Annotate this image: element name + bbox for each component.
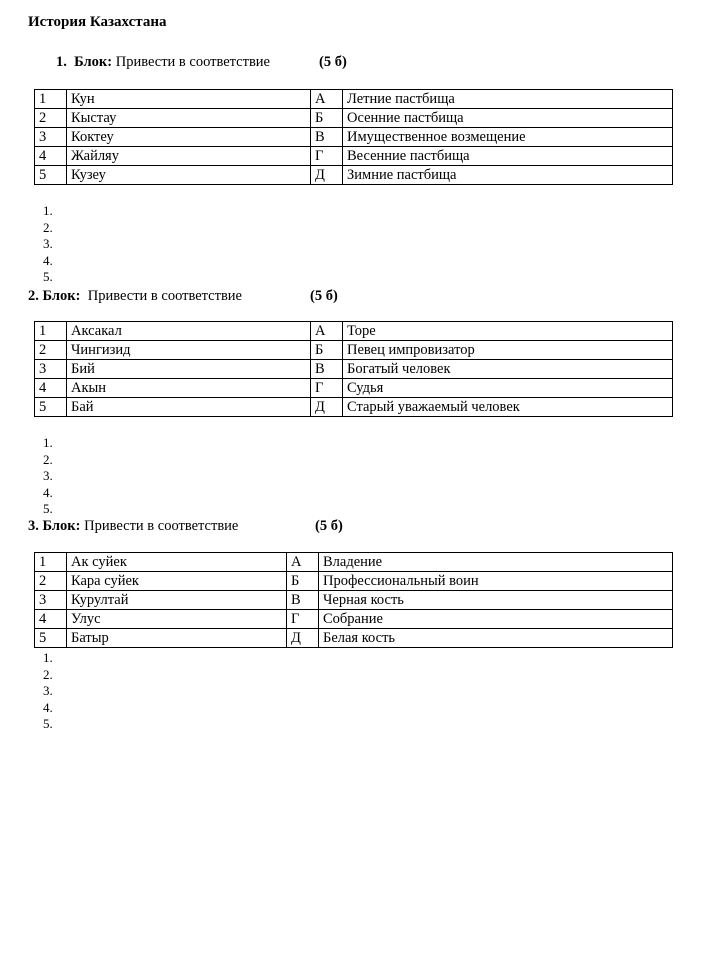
page-title: История Казахстана (28, 14, 167, 30)
row-number: 1 (35, 553, 67, 572)
definition-cell: Весенние пастбища (343, 147, 673, 166)
table-row (35, 360, 673, 379)
definition-cell: Владение (319, 553, 673, 572)
term-cell: Улус (67, 610, 287, 629)
table-row (35, 379, 673, 398)
answer-line: 1. (43, 203, 53, 218)
table-row (35, 90, 673, 109)
definition-cell: Белая кость (319, 629, 673, 648)
term-cell: Бий (67, 360, 311, 379)
table-row (35, 398, 673, 417)
letter-cell: Д (311, 398, 343, 417)
term-cell: Аксакал (67, 322, 311, 341)
answer-list-2 (43, 435, 53, 518)
table-row (35, 629, 673, 648)
row-number: 1 (35, 90, 67, 109)
answer-list-1 (43, 203, 53, 286)
letter-cell: Б (311, 341, 343, 360)
block-points: (5 б) (310, 288, 338, 304)
block-number: 1. (56, 54, 67, 70)
answer-line: 2. (43, 666, 53, 682)
letter-cell: В (311, 128, 343, 147)
term-cell: Курултай (67, 591, 287, 610)
row-number: 2 (35, 341, 67, 360)
row-number: 5 (35, 166, 67, 185)
answer-line: 4. (43, 484, 53, 500)
row-number: 2 (35, 572, 67, 591)
letter-cell: А (311, 322, 343, 341)
answer-list-3 (43, 650, 53, 733)
answer-line: 5. (43, 501, 53, 516)
block-instruction: Привести в соответствие (84, 518, 239, 534)
letter-cell: А (311, 90, 343, 109)
answer-line: 5. (43, 269, 53, 284)
table-row (35, 341, 673, 360)
term-cell: Акын (67, 379, 311, 398)
definition-cell: Собрание (319, 610, 673, 629)
matching-table-2 (34, 321, 673, 417)
answer-line: 5. (43, 716, 53, 731)
row-number: 4 (35, 147, 67, 166)
term-cell: Кыстау (67, 109, 311, 128)
definition-cell: Летние пастбища (343, 90, 673, 109)
answer-line: 2. (43, 451, 53, 467)
table-row (35, 166, 673, 185)
answer-line: 2. (43, 219, 53, 235)
answer-line: 4. (43, 699, 53, 715)
table-row (35, 572, 673, 591)
definition-cell: Богатый человек (343, 360, 673, 379)
letter-cell: Д (287, 629, 319, 648)
row-number: 3 (35, 360, 67, 379)
block-points: (5 б) (319, 54, 347, 70)
table-row (35, 591, 673, 610)
block-instruction: Привести в соответствие (115, 54, 270, 70)
term-cell: Жайляу (67, 147, 311, 166)
row-number: 5 (35, 629, 67, 648)
block-2-header (28, 288, 368, 305)
term-cell: Кузеу (67, 166, 311, 185)
block-points: (5 б) (315, 518, 343, 534)
definition-cell: Имущественное возмещение (343, 128, 673, 147)
definition-cell: Старый уважаемый человек (343, 398, 673, 417)
answer-line: 1. (43, 435, 53, 450)
row-number: 1 (35, 322, 67, 341)
definition-cell: Осенние пастбища (343, 109, 673, 128)
definition-cell: Зимние пастбища (343, 166, 673, 185)
term-cell: Кара суйек (67, 572, 287, 591)
block-number: 2. (28, 288, 39, 304)
matching-table-3 (34, 552, 673, 648)
table-row (35, 610, 673, 629)
block-1-header (56, 54, 376, 71)
letter-cell: Г (311, 379, 343, 398)
row-number: 5 (35, 398, 67, 417)
block-label: Блок: (74, 54, 113, 70)
block-label: Блок: (42, 288, 81, 304)
row-number: 3 (35, 128, 67, 147)
definition-cell: Черная кость (319, 591, 673, 610)
term-cell: Чингизид (67, 341, 311, 360)
answer-line: 3. (43, 236, 53, 251)
table-row (35, 109, 673, 128)
definition-cell: Торе (343, 322, 673, 341)
table-row (35, 147, 673, 166)
row-number: 3 (35, 591, 67, 610)
letter-cell: Г (287, 610, 319, 629)
letter-cell: В (287, 591, 319, 610)
term-cell: Коктеу (67, 128, 311, 147)
letter-cell: Б (311, 109, 343, 128)
block-label: Блок: (42, 518, 81, 534)
answer-line: 3. (43, 683, 53, 698)
block-3-header (28, 518, 368, 535)
table-row (35, 128, 673, 147)
definition-cell: Профессиональный воин (319, 572, 673, 591)
answer-line: 4. (43, 252, 53, 268)
letter-cell: Г (311, 147, 343, 166)
block-instruction: Привести в соответствие (87, 288, 242, 304)
term-cell: Кун (67, 90, 311, 109)
block-number: 3. (28, 518, 39, 534)
table-row (35, 553, 673, 572)
answer-line: 1. (43, 650, 53, 665)
answer-line: 3. (43, 468, 53, 483)
matching-table-1 (34, 89, 673, 185)
row-number: 4 (35, 610, 67, 629)
table-row (35, 322, 673, 341)
letter-cell: Б (287, 572, 319, 591)
letter-cell: А (287, 553, 319, 572)
letter-cell: Д (311, 166, 343, 185)
row-number: 4 (35, 379, 67, 398)
term-cell: Бай (67, 398, 311, 417)
term-cell: Батыр (67, 629, 287, 648)
definition-cell: Судья (343, 379, 673, 398)
letter-cell: В (311, 360, 343, 379)
term-cell: Ак суйек (67, 553, 287, 572)
row-number: 2 (35, 109, 67, 128)
definition-cell: Певец импровизатор (343, 341, 673, 360)
